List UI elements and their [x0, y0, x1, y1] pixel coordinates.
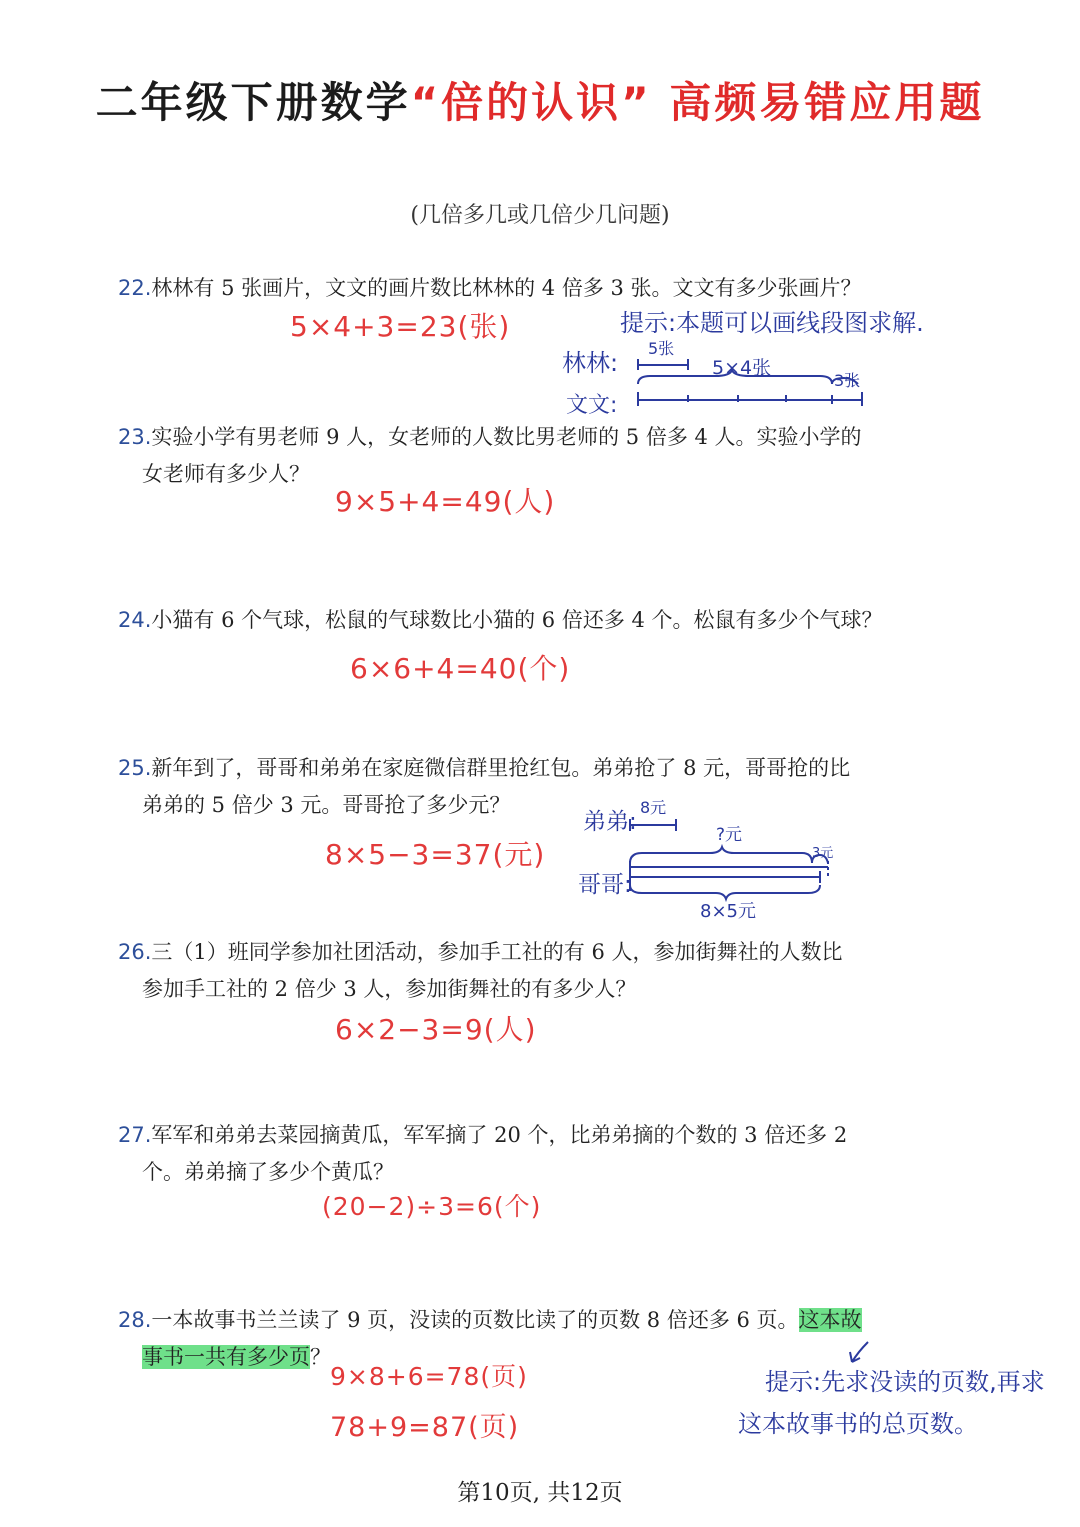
diagram25-seg-a: 8元 — [640, 798, 667, 817]
question-text: 新年到了，哥哥和弟弟在家庭微信群里抢红包。弟弟抢了 8 元，哥哥抢的比 — [151, 756, 851, 780]
question-text: 小猫有 6 个气球，松鼠的气球数比小猫的 6 倍还多 4 个。松鼠有多少个气球？ — [151, 608, 883, 632]
page-footer: 第10页, 共12页 — [457, 1480, 623, 1506]
diagram22-label-b: 文文: — [566, 393, 618, 418]
question-number: 22. — [118, 276, 152, 300]
diagram25-label-b: 哥哥: — [578, 872, 632, 898]
answer-28a: 9×8+6=78(页) — [330, 1362, 528, 1391]
question-number: 23. — [118, 425, 152, 449]
title-part1: 二年级下册数学 — [95, 78, 411, 127]
question-text-highlight-cont: 事书一共有多少页 — [142, 1345, 310, 1369]
diagram25-seg-c: 3元 — [812, 846, 834, 861]
diagram25-label-a: 弟弟: — [583, 809, 637, 835]
answer-27: (20−2)÷3=6(个) — [322, 1192, 542, 1221]
question-26 — [118, 934, 928, 1008]
question-text: 一本故事书兰兰读了 9 页，没读的页数比读了的页数 8 倍还多 6 页。 — [151, 1308, 799, 1332]
question-text-cont: 个。弟弟摘了多少个黄瓜？ — [142, 1160, 394, 1184]
answer-22: 5×4+3=23(张) — [290, 310, 511, 343]
diagram22-seg-c: 3张 — [834, 371, 861, 390]
diagram22-lines — [620, 340, 880, 415]
diagram22-seg-b: 5×4张 — [712, 357, 772, 379]
question-text-cont: 弟弟的 5 倍少 3 元。哥哥抢了多少元？ — [142, 793, 511, 817]
answer-25: 8×5−3=37(元) — [325, 838, 546, 871]
question-text-cont: ？ — [310, 1345, 331, 1369]
subtitle: (几倍多几或几倍少几问题) — [410, 203, 670, 228]
diagram22-label-a: 林林: — [562, 349, 619, 377]
diagram25-seg-q: ?元 — [716, 825, 743, 845]
diagram22-seg-a: 5张 — [648, 339, 675, 358]
question-text: 实验小学有男老师 9 人，女老师的人数比男老师的 5 倍多 4 人。实验小学的 — [151, 425, 862, 449]
question-number: 24. — [118, 608, 152, 632]
answer-28b: 78+9=87(页) — [330, 1412, 520, 1443]
question-text-cont: 参加手工社的 2 倍少 3 人，参加街舞社的有多少人？ — [142, 977, 637, 1001]
question-text-cont: 女老师有多少人？ — [142, 462, 310, 486]
question-number: 25. — [118, 756, 152, 780]
question-text: 军军和弟弟去菜园摘黄瓜，军军摘了 20 个，比弟弟摘的个数的 3 倍还多 2 — [151, 1123, 848, 1147]
question-22 — [118, 270, 928, 307]
answer-26: 6×2−3=9(人) — [335, 1013, 537, 1046]
hint-28-line2: 这本故事书的总页数。 — [738, 1410, 978, 1438]
question-text: 林林有 5 张画片，文文的画片数比林林的 4 倍多 3 张。文文有多少张画片？ — [151, 276, 862, 300]
diagram25-lines — [620, 805, 840, 905]
page-title — [0, 70, 1080, 130]
question-text-highlight: 这本故 — [798, 1308, 862, 1332]
question-number: 27. — [118, 1123, 152, 1147]
diagram25-seg-total: 8×5元 — [700, 901, 756, 922]
answer-24: 6×6+4=40(个) — [350, 652, 571, 685]
answer-23: 9×5+4=49(人) — [335, 485, 556, 518]
arrow-icon — [840, 1338, 880, 1368]
question-27 — [118, 1117, 928, 1191]
question-text: 三（1）班同学参加社团活动，参加手工社的有 6 人，参加街舞社的人数比 — [151, 940, 843, 964]
question-number: 28. — [118, 1308, 152, 1332]
title-part3: 高频易错应用题 — [669, 78, 985, 127]
hint-22: 提示:本题可以画线段图求解. — [620, 309, 924, 337]
question-24 — [118, 602, 928, 639]
question-number: 26. — [118, 940, 152, 964]
title-part2: “倍的认识” — [410, 78, 652, 127]
hint-28-line1: 提示:先求没读的页数,再求 — [765, 1368, 1045, 1396]
